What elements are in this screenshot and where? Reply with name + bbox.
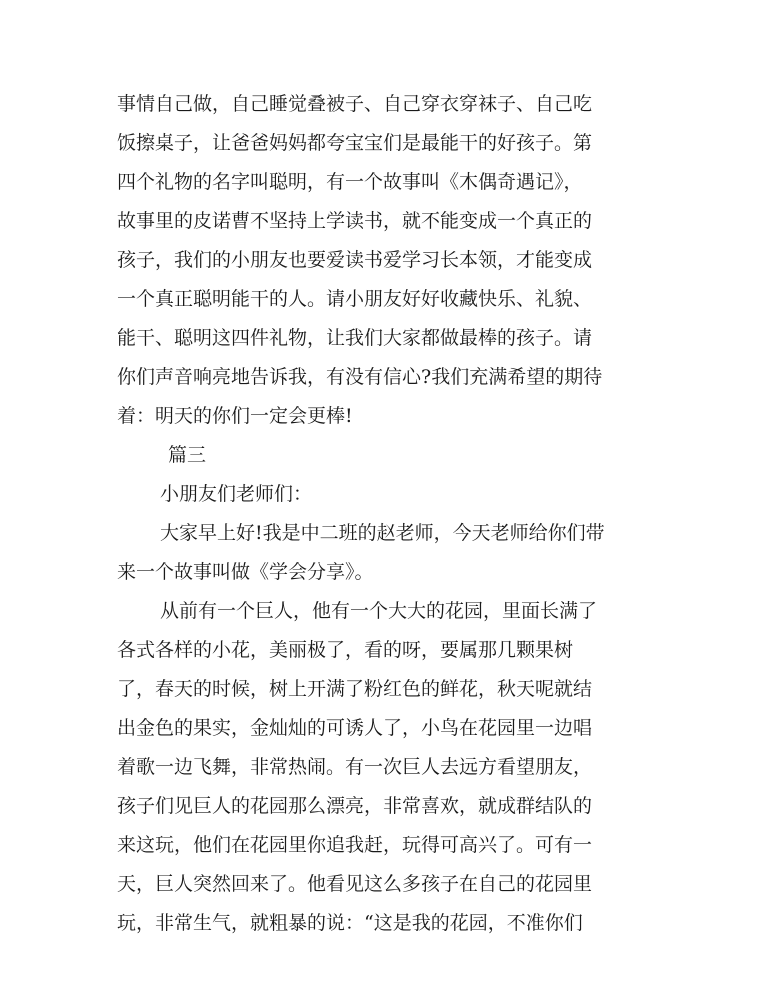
text-line: 各式各样的小花，美丽极了，看的呀，要属那几颗果树 [117, 639, 574, 661]
text-line: 饭擦桌子，让爸爸妈妈都夸宝宝们是最能干的好孩子。第 [117, 132, 593, 154]
text-line: 出金色的果实，金灿灿的可诱人了，小鸟在花园里一边唱 [117, 717, 593, 739]
text-line: 孩子们见巨人的花园那么漂亮，非常喜欢，就成群结队的 [117, 795, 593, 817]
text-line: 了，春天的时候，树上开满了粉红色的鲜花，秋天呢就结 [117, 678, 593, 700]
text-line: 玩，非常生气，就粗暴的说：“这是我的花园，不准你们 [117, 912, 583, 934]
text-line: 着：明天的你们一定会更棒! [117, 405, 353, 427]
text-line: 天，巨人突然回来了。他看见这么多孩子在自己的花园里 [117, 873, 593, 895]
text-line: 一个真正聪明能干的人。请小朋友好好收藏快乐、礼貌、 [117, 288, 593, 310]
text-line: 能干、聪明这四件礼物，让我们大家都做最棒的孩子。请 [117, 327, 593, 349]
section-heading: 篇三 [168, 444, 207, 466]
text-line: 来这玩，他们在花园里你追我赶，玩得可高兴了。可有一 [117, 834, 593, 856]
text-line: 着歌一边飞舞，非常热闹。有一次巨人去远方看望朋友， [117, 756, 593, 778]
text-line: 孩子，我们的小朋友也要爱读书爱学习长本领，才能变成 [117, 249, 593, 271]
salutation: 小朋友们老师们： [160, 483, 313, 505]
text-line: 大家早上好!我是中二班的赵老师，今天老师给你们带 [160, 522, 605, 544]
text-line: 从前有一个巨人，他有一个大大的花园，里面长满了 [160, 600, 598, 622]
text-line: 你们声音响亮地告诉我，有没有信心?我们充满希望的期待 [117, 366, 603, 388]
text-line: 四个礼物的名字叫聪明，有一个故事叫《木偶奇遇记》， [117, 171, 583, 193]
text-line: 事情自己做，自己睡觉叠被子、自己穿衣穿袜子、自己吃 [117, 93, 593, 115]
text-line: 来一个故事叫做《学会分享》。 [117, 561, 374, 583]
text-line: 故事里的皮诺曹不坚持上学读书，就不能变成一个真正的 [117, 210, 593, 232]
